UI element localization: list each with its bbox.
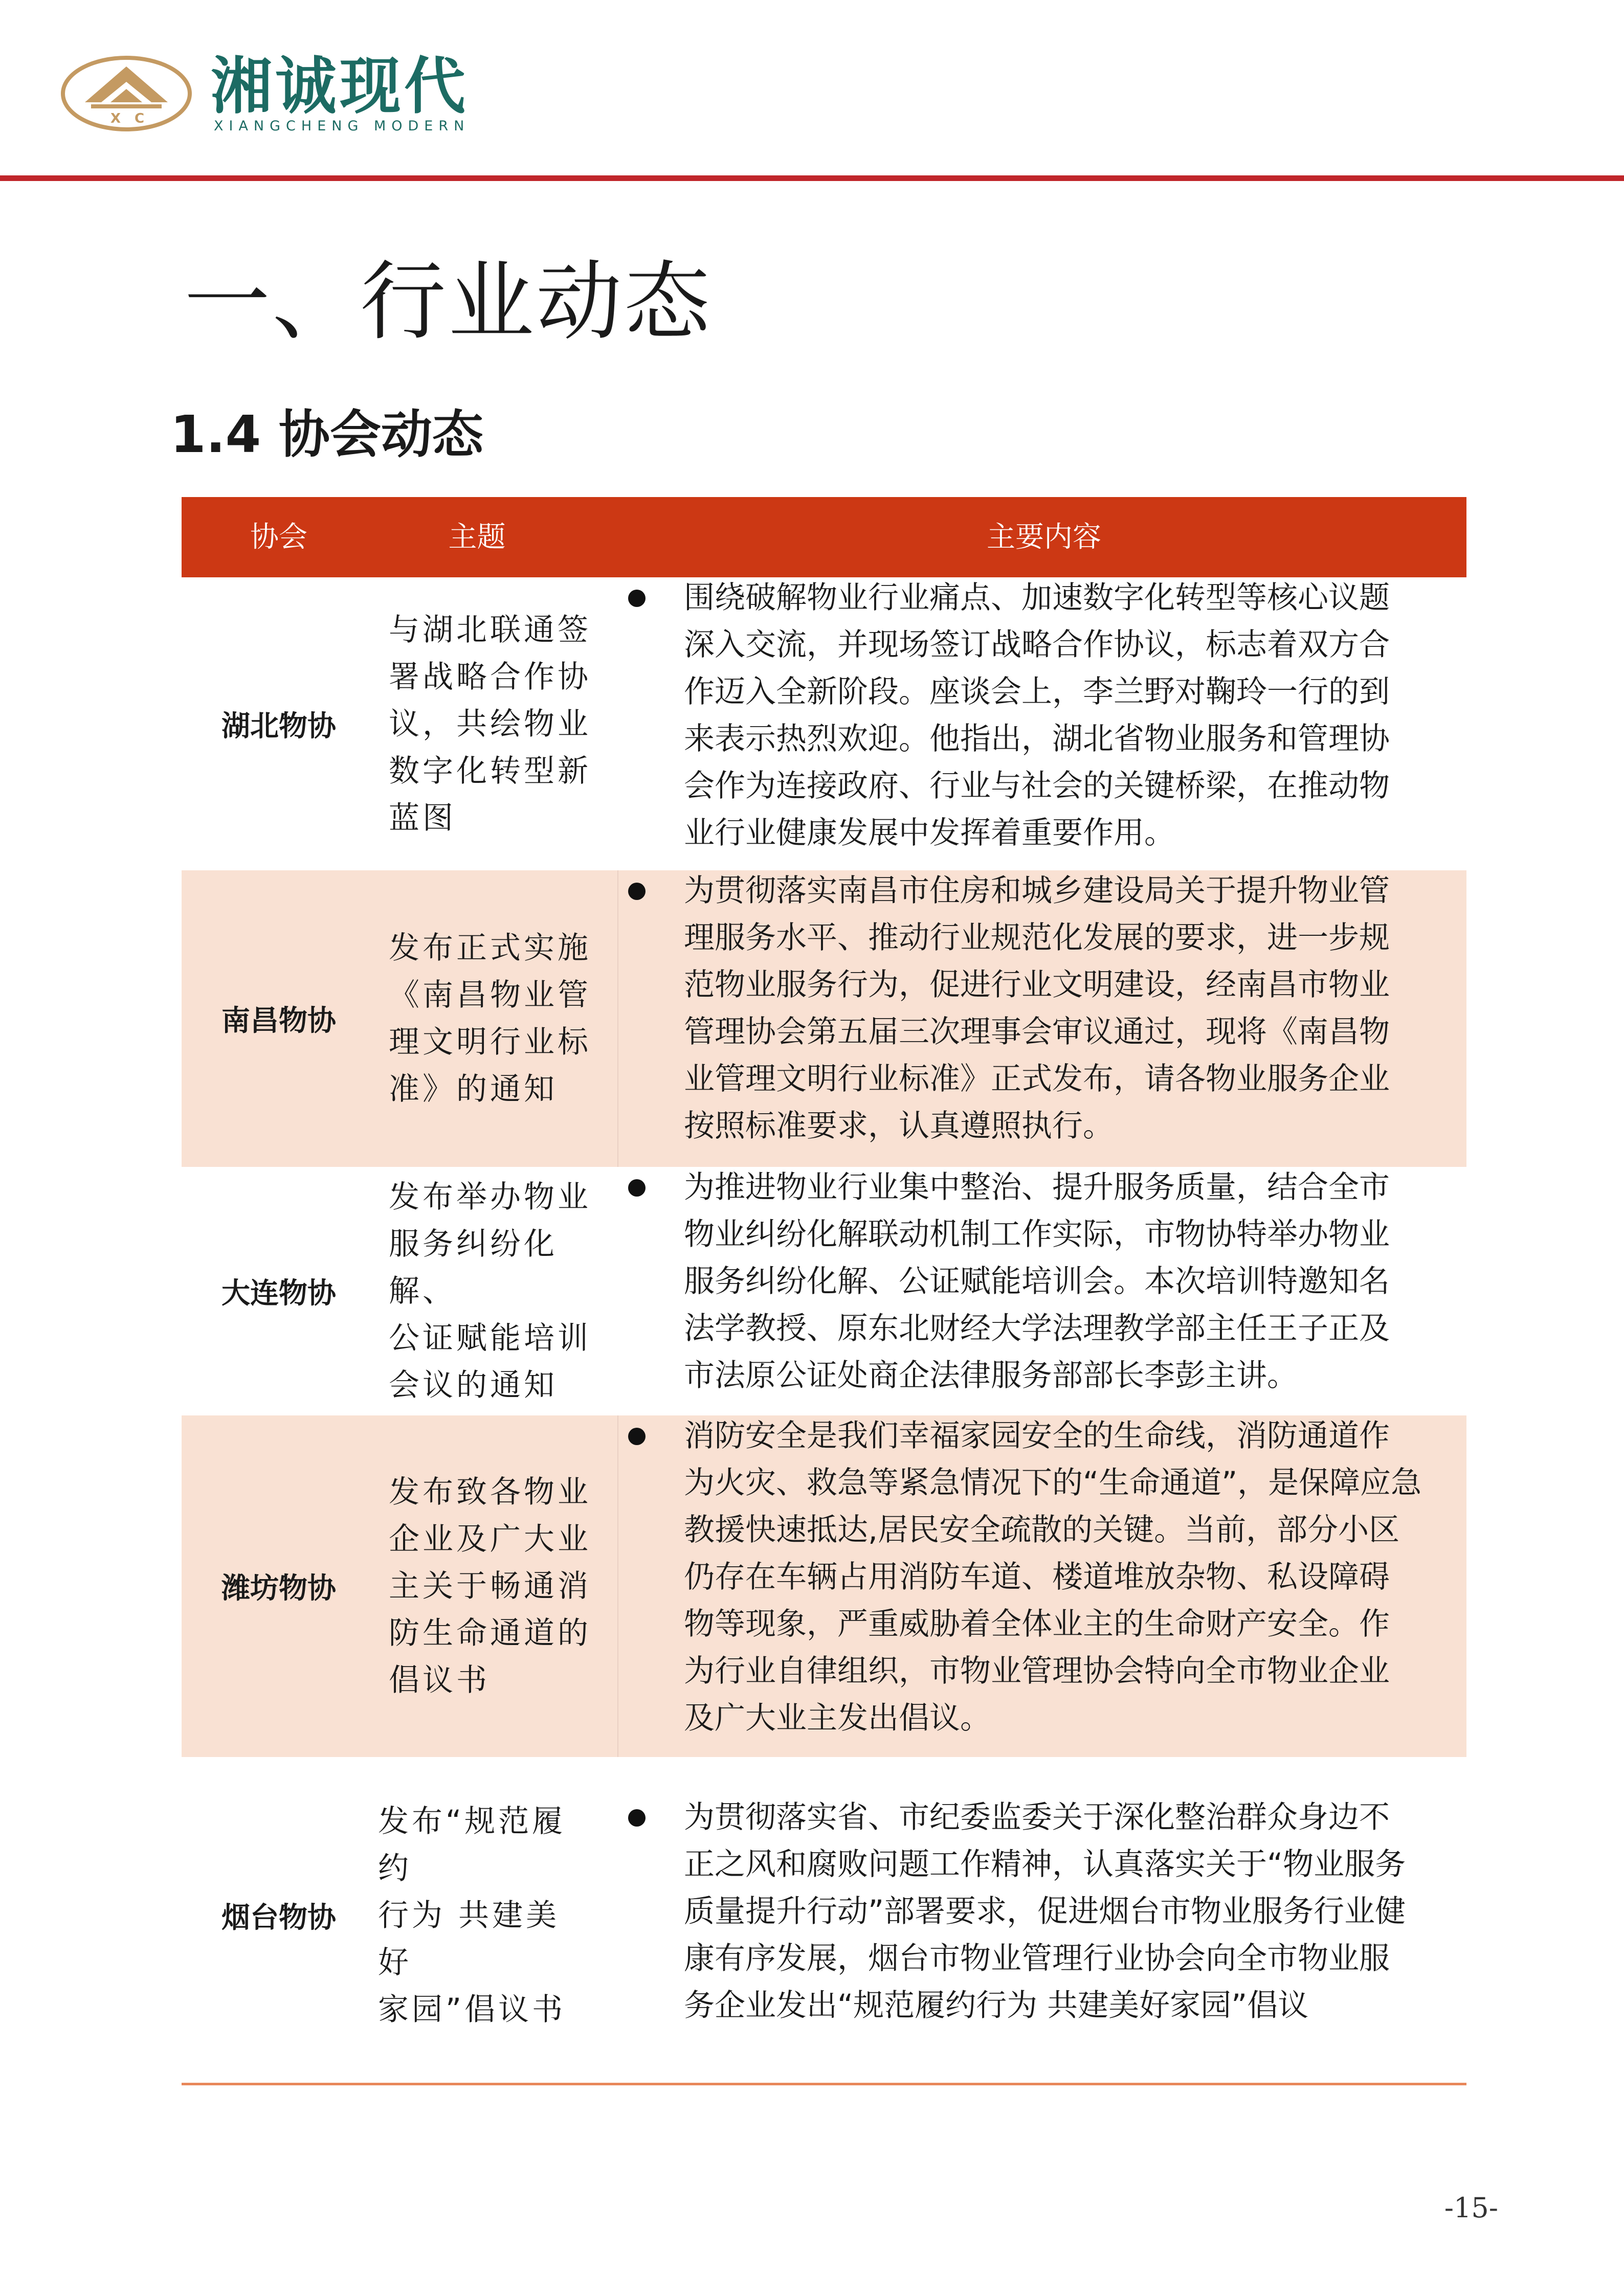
xiangcheng-logo-emblem-icon [60,55,192,132]
table-row [182,870,1466,1167]
content-text: 为贯彻落实省、市纪委监委关于深化整治群众身边不 正之风和腐败问题工作精神，认真落实关于“物业服务 质量提升行动”部署要求，促进烟台市物业服务行业健 康有序发展，烟台市物业管理行业协会向全市物业服 务企业发出“规范履约行为 共建美好家园”倡议 [684,1799,1406,2023]
content-text: 为推进物业行业集中整治、提升服务质量，结合全市 物业纠纷化解联动机制工作实际，市物协特举办物业 服务纠纷化解、公证赋能培训会。本次培训特邀知名 法学教授、原东北财经大学法理教学部主任王子正及 市法原公证处商企法律服务部部长李彭主讲。 [684,1169,1390,1393]
association-name: 烟台物协 [221,1901,336,1934]
page-header [0,0,1624,176]
bullet-icon [628,1428,646,1445]
column-header-topic: 主题 [448,521,506,554]
table-row [182,1167,1466,1415]
topic-text: 发布致各物业 企业及广大业 主关于畅通消 防生命通道的 倡议书 [389,1474,591,1698]
column-divider [617,870,618,1167]
page-number: -15- [1444,2192,1498,2224]
topic-text: 发布“规范履约 行为 共建美好 家园”倡议书 [378,1804,566,2028]
bullet-icon [628,1179,646,1197]
topic-text: 与湖北联通签 署战略合作协 议，共绘物业 数字化转型新 蓝图 [389,612,591,836]
content-text: 消防安全是我们幸福家园安全的生命线，消防通道作 为火灾、救急等紧急情况下的“生命通道”，是保障应急 教援快速抵达,居民安全疏散的关键。当前，部分小区 仍存在车辆占用消防车道、楼道堆放杂物、私设障碍 物等现象，严重威胁着全体业主的生命财产安全。作 为行业自律组织，市物业管理协会特向全市物业企业 及广大业主发出倡议。 [684,1418,1422,1736]
topic-cell [389,577,604,870]
topic-cell [378,1757,593,2074]
table-bottom-divider [182,2083,1466,2085]
table-row [182,1415,1466,1757]
bullet-icon [628,1809,646,1827]
svg-text:C: C [135,111,145,126]
topic-text: 发布正式实施 《南昌物业管 理文明行业标 准》的通知 [389,930,591,1107]
association-name: 大连物协 [221,1277,336,1310]
topic-text: 发布举办物业 服务纠纷化解、 公证赋能培训 会议的通知 [389,1179,591,1403]
column-divider [617,1415,618,1757]
svg-text:X: X [110,111,121,126]
association-name: 南昌物协 [221,1004,336,1038]
header-divider [0,175,1624,181]
column-header-association: 协会 [250,521,307,554]
content-text: 为贯彻落实南昌市住房和城乡建设局关于提升物业管 理服务水平、推动行业规范化发展的要求，进一步规 范物业服务行为，促进行业文明建设，经南昌市物业 管理协会第五届三次理事会审议通过，现将《南昌物 业管理文明行业标准》正式发布，请各物业服务企业 按照标准要求，认真遵照执行。 [684,873,1390,1144]
brand-name-english: XIANGCHENG MODERN [214,118,470,134]
column-header-content: 主要内容 [987,521,1101,554]
topic-cell [389,1415,604,1757]
table-row [182,1757,1466,2074]
section-title: 一、行业动态 [184,252,712,352]
bullet-icon [628,883,646,900]
subsection-title: 1.4 协会动态 [170,404,483,464]
brand-name-chinese: 湘诚现代 [211,51,469,122]
association-name: 潍坊物协 [221,1572,336,1605]
bullet-icon [628,590,646,607]
topic-cell [389,870,604,1167]
table-header [182,497,1466,577]
topic-cell [389,1167,604,1415]
table-row [182,577,1466,870]
content-text: 围绕破解物业行业痛点、加速数字化转型等核心议题 深入交流，并现场签订战略合作协议，标志着双方合 作迈入全新阶段。座谈会上，李兰野对鞠玲一行的到 来表示热烈欢迎。他指出，湖北省物业服务和管理协 会作为连接政府、行业与社会的关键桥梁，在推动物 业行业健康发展中发挥着重要作用。 [684,580,1390,851]
association-name: 湖北物协 [221,709,336,743]
